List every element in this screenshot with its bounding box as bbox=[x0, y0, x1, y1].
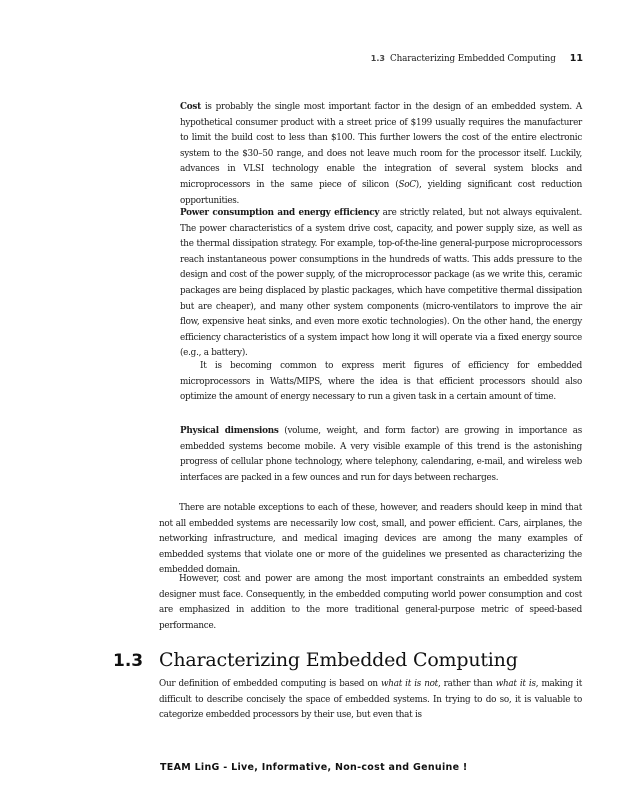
power-paragraph-2: It is becoming common to express merit figures of efficiency for embedded microprocessors in Watts/MIPS, where the idea is that efficient processors should also optimize the amount of energy necessary to run a given task in a certain amount of time. bbox=[180, 361, 582, 403]
physical-term: Physical dimensions bbox=[180, 426, 279, 436]
cost-text: is probably the single most important factor in the design of an embedded system. A hypothetical consumer product with a street price of $199 usually requires the manufacturer to limit the build cost to less than $100. This further lowers the cost of the entire electronic system to the $30–50 range, and does not leave much room for the processor itself. Luckily, advances in VLSI technology enable the integration of several system blocks and microprocessors in the same piece of silicon ( bbox=[180, 102, 582, 190]
section-title: Characterizing Embedded Computing bbox=[159, 649, 518, 671]
header-section-number: 1.3 bbox=[370, 54, 385, 63]
footer-watermark: TEAM LinG - Live, Informative, Non-cost and Genuine ! bbox=[160, 762, 468, 773]
physical-paragraph bbox=[180, 424, 582, 486]
intro-emphasis-1: what it is not bbox=[381, 679, 438, 689]
power-paragraph bbox=[180, 206, 582, 362]
page-number: 11 bbox=[569, 53, 583, 64]
intro-text-b: , rather than bbox=[437, 679, 496, 689]
intro-text-c: , making it difficult to describe concisely the space of embedded systems. In trying to do so, it is valuable to categorize embedded processors by their use, but even that is bbox=[159, 679, 583, 721]
running-header bbox=[371, 53, 583, 64]
body-paragraph-1: There are notable exceptions to each of these, however, and readers should keep in mind that not all embedded systems are necessarily low cost, small, and power efficient. Cars, airplanes, the networking infrastructure, and medical imaging devices are among the many examples of embedded systems that violate one or more of the guidelines we presented as characterizing the embedded domain. bbox=[159, 503, 582, 576]
cost-tail: ), yielding significant cost reduction opportunities. bbox=[180, 179, 582, 206]
soc-term: SoC bbox=[398, 179, 416, 190]
intro-emphasis-2: what it is bbox=[495, 679, 536, 689]
intro-text-a: Our definition of embedded computing is based on bbox=[159, 679, 382, 689]
cost-paragraph bbox=[180, 100, 582, 209]
power-text: are strictly related, but not always equivalent. The power characteristics of a system drive cost, capacity, and power supply size, as well as the thermal dissipation strategy. For example, top-of-the-line general-purpose microprocessors reach instantaneous power consumptions in the hundreds of watts. This adds pressure to the design and cost of the power supply, of the microprocessor package (as we write this, ceramic packages are being displaced by plastic packages, which have competitive thermal dissipation but are cheaper), and many other system components (micro-ventilators to improve the air flow, expensive heat sinks, and even more exotic technologies). On the other hand, the energy efficiency characteristics of a system impact how long it will operate via a fixed energy source (e.g., a battery). bbox=[180, 208, 583, 359]
header-title: Characterizing Embedded Computing bbox=[389, 54, 556, 64]
section-intro-paragraph bbox=[159, 677, 582, 724]
body-paragraph-2: However, cost and power are among the most important constraints an embedded system designer must face. Consequently, in the embedded computing world power consumption and cost are emphasized in addition to the more traditional general-purpose metric of speed-based performance. bbox=[159, 574, 582, 631]
power-term: Power consumption and energy efficiency bbox=[180, 208, 380, 218]
section-heading bbox=[113, 649, 518, 671]
section-number: 1.3 bbox=[113, 651, 144, 671]
cost-term: Cost bbox=[180, 102, 201, 112]
physical-text: (volume, weight, and form factor) are growing in importance as embedded systems become mobile. A very visible example of this trend is the astonishing progress of cellular phone technology, where telephony, calendaring, e-mail, and wireless web interfaces are packed in a few ounces and run for days between recharges. bbox=[180, 426, 582, 483]
